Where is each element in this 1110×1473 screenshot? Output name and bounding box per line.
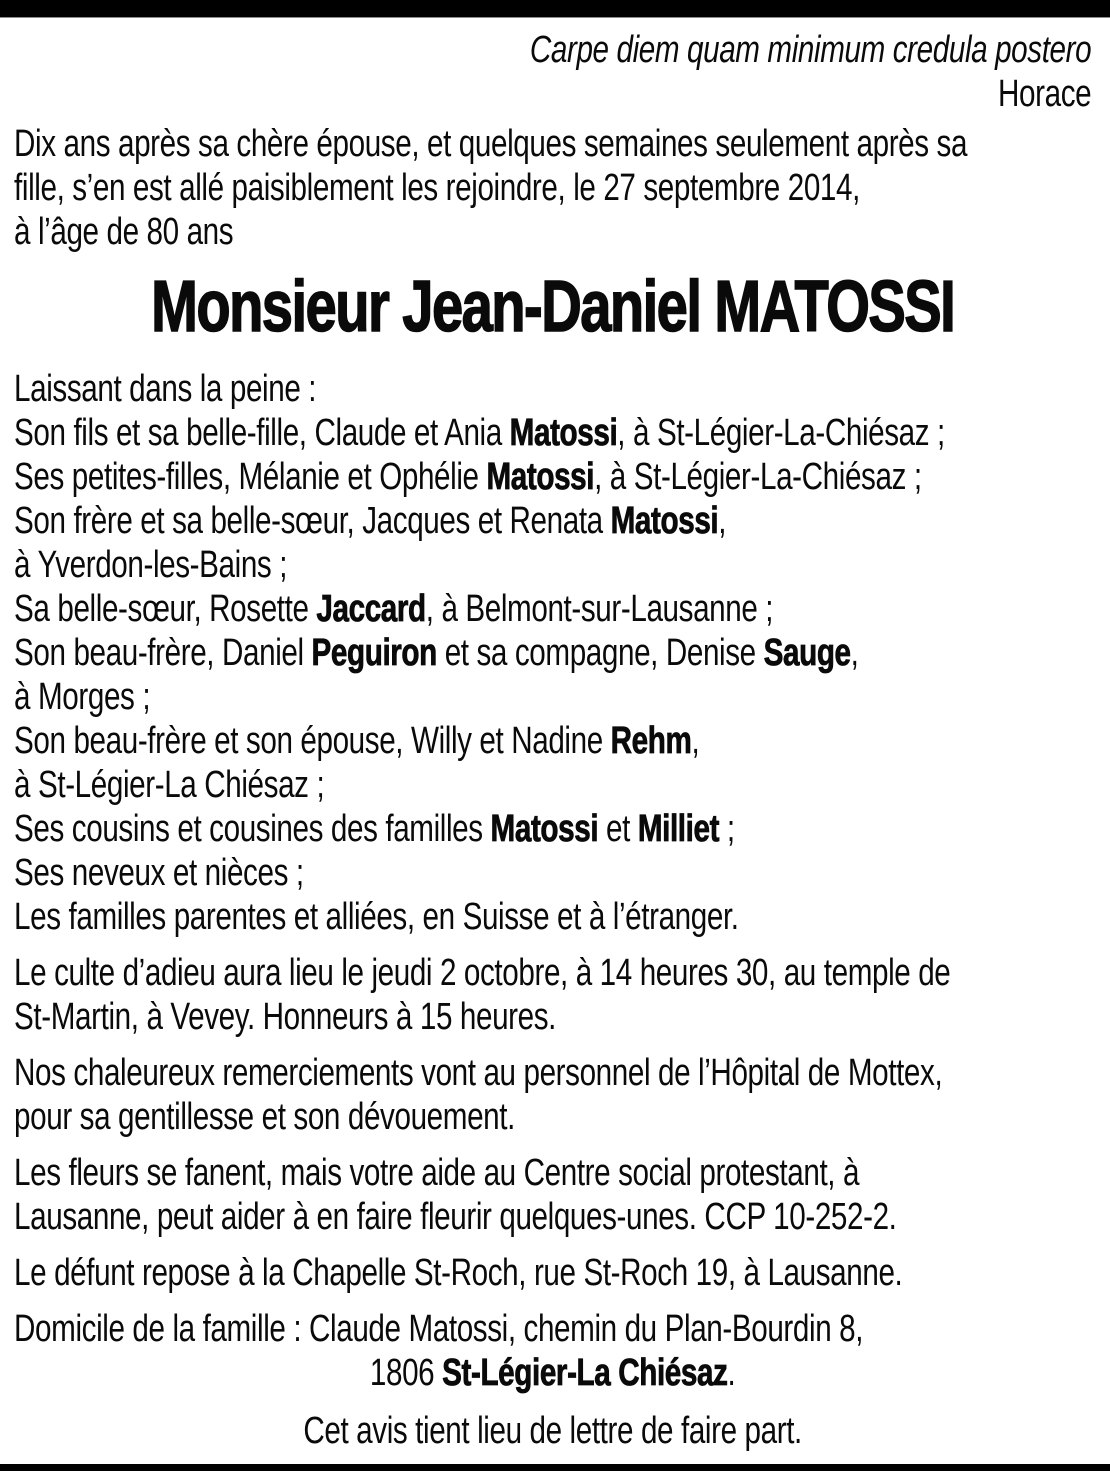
text-line [14,763,1091,807]
text-segment: pour sa gentillesse et son dévouement. [14,1096,515,1138]
quote-text: Carpe diem quam minimum credula postero [529,29,1092,71]
quote-attribution: Horace [998,73,1092,115]
closing-line [14,1409,1091,1453]
quote-block [14,28,1091,116]
text-segment: Son fils et sa belle-fille, Claude et Ania [14,412,510,454]
text-segment: et [598,808,638,850]
text-line [14,1151,1091,1195]
text-segment: Son beau-frère, Daniel [14,632,312,674]
text-line [14,895,1091,939]
text-segment: Son beau-frère et son épouse, Willy et Nadine [14,720,611,762]
text-line [14,455,1091,499]
bold-name-segment: Peguiron [311,632,437,674]
flowers-paragraph [14,1151,1091,1239]
family-list [14,367,1091,939]
bold-name-segment: Rehm [610,720,692,762]
bold-name-segment: Matossi [490,808,599,850]
repose-paragraph [14,1251,1091,1295]
text-segment: 1806 [369,1352,443,1394]
text-line [14,1307,1091,1351]
text-line [14,1351,1091,1395]
text-segment: Ses neveux et nièces ; [14,852,304,894]
text-segment: Domicile de la famille : Claude Matossi, chemin du Plan-Bourdin 8, [14,1308,864,1350]
text-line [14,719,1091,763]
text-segment: et sa compagne, Denise [436,632,764,674]
bold-name-segment: Sauge [763,632,851,674]
bottom-rule-bar [0,1464,1110,1471]
text-line [14,951,1091,995]
top-rule-bar [0,0,1110,18]
text-line [14,543,1091,587]
text-segment: , [718,500,727,542]
text-line [14,851,1091,895]
text-line [14,166,1091,210]
text-line [14,1409,1091,1453]
text-segment: Ses petites-filles, Mélanie et Ophélie [14,456,487,498]
text-segment: à l’âge de 80 ans [14,211,234,253]
text-segment: , à St-Légier-La-Chiésaz ; [617,412,945,454]
text-segment: fille, s’en est allé paisiblement les rejoindre, le 27 septembre 2014, [14,167,860,209]
text-line [14,995,1091,1039]
text-line [14,1051,1091,1095]
text-segment: , à St-Légier-La-Chiésaz ; [594,456,922,498]
bold-name-segment: Jaccard [316,588,426,630]
text-segment: St-Martin, à Vevey. Honneurs à 15 heures. [14,996,557,1038]
text-line [14,122,1091,166]
text-line [14,411,1091,455]
text-line [14,367,1091,411]
text-line [14,1195,1091,1239]
family-address-line [14,1307,1091,1351]
text-segment: Le culte d’adieu aura lieu le jeudi 2 octobre, à 14 heures 30, au temple de [14,952,951,994]
text-segment: Lausanne, peut aider à en faire fleurir quelques-unes. CCP 10-252-2. [14,1196,897,1238]
text-segment: Laissant dans la peine : [14,368,317,410]
intro-paragraph [14,122,1091,254]
text-segment: à St-Légier-La Chiésaz ; [14,764,325,806]
text-line [14,587,1091,631]
text-segment: , [691,720,700,762]
text-line [14,1251,1091,1295]
text-segment: Ses cousins et cousines des familles [14,808,491,850]
family-address-city [14,1351,1091,1395]
page-title: Monsieur Jean-Daniel MATOSSI [151,267,955,347]
text-line [14,631,1091,675]
text-segment: Les fleurs se fanent, mais votre aide au Centre social protestant, à [14,1152,860,1194]
text-segment: Cet avis tient lieu de lettre de faire part. [303,1410,802,1452]
text-segment: à Morges ; [14,676,151,718]
text-segment: , [850,632,859,674]
text-line [14,675,1091,719]
bold-name-segment: Matossi [610,500,719,542]
text-segment: ; [719,808,735,850]
text-segment: , à Belmont-sur-Lausanne ; [425,588,774,630]
bold-name-segment: Milliet [637,808,720,850]
text-line [14,1095,1091,1139]
ceremony-paragraph [14,951,1091,1039]
bold-name-segment: St-Légier-La Chiésaz [442,1352,728,1394]
text-line [14,499,1091,543]
bold-name-segment: Matossi [509,412,618,454]
text-segment: . [727,1352,736,1394]
notice-content [0,18,1110,1453]
text-segment: à Yverdon-les-Bains ; [14,544,288,586]
bold-name-segment: Matossi [486,456,595,498]
text-segment: Les familles parentes et alliées, en Suisse et à l’étranger. [14,896,739,938]
text-segment: Nos chaleureux remerciements vont au personnel de l’Hôpital de Mottex, [14,1052,943,1094]
text-segment: Le défunt repose à la Chapelle St-Roch, rue St-Roch 19, à Lausanne. [14,1252,903,1294]
thanks-paragraph [14,1051,1091,1139]
text-line [14,807,1091,851]
text-segment: Son frère et sa belle-sœur, Jacques et Renata [14,500,611,542]
text-segment: Sa belle-sœur, Rosette [14,588,317,630]
text-line [14,210,1091,254]
text-segment: Dix ans après sa chère épouse, et quelques semaines seulement après sa [14,123,968,165]
